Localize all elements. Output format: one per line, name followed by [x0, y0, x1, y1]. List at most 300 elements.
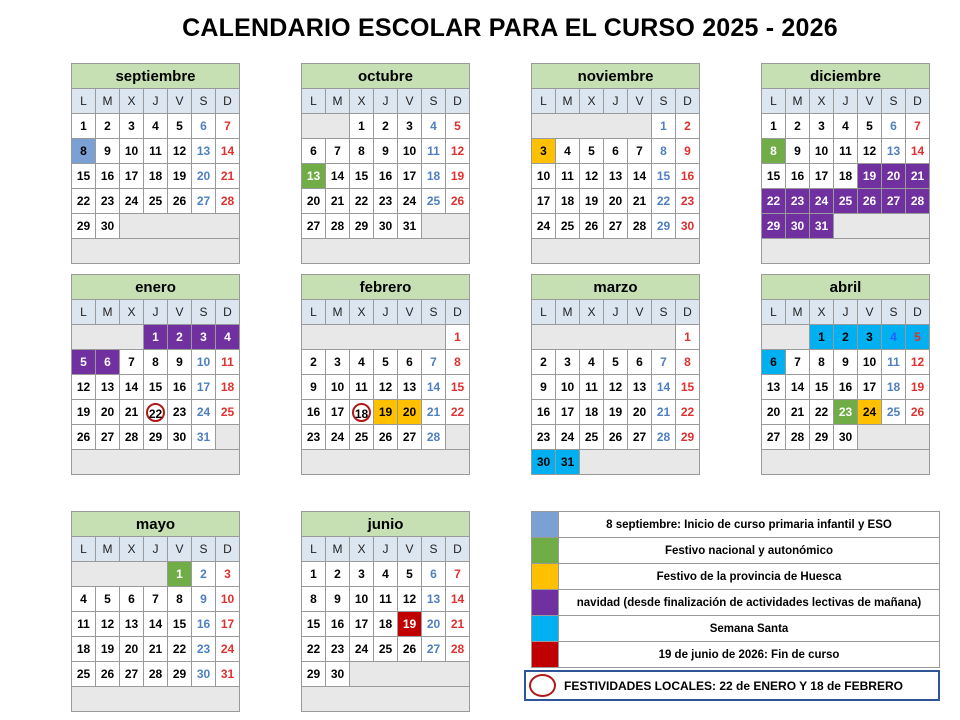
legend-swatch [532, 590, 559, 616]
day-cell: 18 [556, 189, 580, 214]
day-cell: 14 [786, 375, 810, 400]
day-cell: 22 [652, 189, 676, 214]
day-cell: 30 [96, 214, 120, 239]
day-cell: 31 [556, 450, 580, 475]
day-cell: 18 [144, 164, 168, 189]
day-cell: 18 [580, 400, 604, 425]
day-cell: 25 [144, 189, 168, 214]
day-cell: 22 [446, 400, 470, 425]
day-cell: 30 [532, 450, 556, 475]
legend-text: Festivo de la provincia de Huesca [559, 564, 940, 590]
day-cell: 26 [604, 425, 628, 450]
weekday-header: D [906, 300, 930, 325]
day-cell: 30 [374, 214, 398, 239]
day-cell: 9 [834, 350, 858, 375]
day-cell: 15 [72, 164, 96, 189]
day-cell: 1 [762, 114, 786, 139]
day-cell: 22 [350, 189, 374, 214]
day-cell: 5 [580, 139, 604, 164]
day-cell: 23 [326, 637, 350, 662]
day-cell: 1 [302, 562, 326, 587]
day-cell: 2 [676, 114, 700, 139]
day-cell: 28 [906, 189, 930, 214]
legend-swatch [532, 512, 559, 538]
weekday-header: M [326, 89, 350, 114]
day-cell: 25 [216, 400, 240, 425]
day-cell: 17 [120, 164, 144, 189]
day-cell: 20 [882, 164, 906, 189]
weekday-header: J [374, 89, 398, 114]
day-cell: 13 [762, 375, 786, 400]
legend-text: Festivo nacional y autonómico [559, 538, 940, 564]
day-cell: 19 [168, 164, 192, 189]
day-cell: 25 [580, 425, 604, 450]
legend-text: Semana Santa [559, 616, 940, 642]
empty-cell [302, 325, 446, 350]
local-holidays-text: FESTIVIDADES LOCALES: 22 de ENERO Y 18 de FEBRERO [564, 679, 903, 693]
weekday-header: V [858, 89, 882, 114]
weekday-header: V [628, 300, 652, 325]
local-holidays-box [524, 670, 940, 701]
day-cell: 4 [580, 350, 604, 375]
day-cell: 8 [762, 139, 786, 164]
weekday-header: L [762, 89, 786, 114]
empty-cell [762, 325, 810, 350]
day-cell: 12 [446, 139, 470, 164]
empty-cell [762, 239, 930, 264]
day-cell: 1 [144, 325, 168, 350]
day-cell: 15 [144, 375, 168, 400]
weekday-header: L [302, 537, 326, 562]
day-cell: 10 [858, 350, 882, 375]
empty-cell [302, 687, 470, 712]
day-cell: 11 [72, 612, 96, 637]
weekday-header: D [446, 300, 470, 325]
day-cell: 14 [326, 164, 350, 189]
weekday-header: V [398, 89, 422, 114]
weekday-header: J [374, 300, 398, 325]
day-cell: 1 [810, 325, 834, 350]
empty-cell [858, 425, 930, 450]
day-cell: 16 [374, 164, 398, 189]
day-cell: 19 [72, 400, 96, 425]
empty-cell [762, 450, 930, 475]
weekday-header: S [882, 89, 906, 114]
day-cell: 7 [144, 587, 168, 612]
day-cell: 19 [446, 164, 470, 189]
day-cell: 3 [532, 139, 556, 164]
weekday-header: L [532, 89, 556, 114]
day-cell: 29 [144, 425, 168, 450]
day-cell: 28 [326, 214, 350, 239]
day-cell: 11 [374, 587, 398, 612]
day-cell: 2 [192, 562, 216, 587]
weekday-header: D [676, 89, 700, 114]
day-cell: 24 [556, 425, 580, 450]
weekday-header: L [302, 89, 326, 114]
weekday-header: M [326, 300, 350, 325]
day-cell: 10 [556, 375, 580, 400]
day-cell: 15 [168, 612, 192, 637]
legend-row [532, 642, 940, 668]
day-cell: 12 [398, 587, 422, 612]
day-cell: 7 [652, 350, 676, 375]
weekday-header: J [374, 537, 398, 562]
day-cell: 4 [834, 114, 858, 139]
day-cell: 3 [556, 350, 580, 375]
day-cell: 2 [532, 350, 556, 375]
day-cell: 5 [96, 587, 120, 612]
day-cell: 18 [72, 637, 96, 662]
day-cell: 17 [192, 375, 216, 400]
weekday-header: M [96, 89, 120, 114]
local-holiday-marker: 18 [352, 403, 371, 422]
legend-text: navidad (desde finalización de actividades lectivas de mañana) [559, 590, 940, 616]
day-cell: 12 [168, 139, 192, 164]
day-cell: 17 [398, 164, 422, 189]
day-cell: 8 [350, 139, 374, 164]
day-cell: 25 [556, 214, 580, 239]
month-enero [71, 274, 240, 475]
day-cell: 14 [120, 375, 144, 400]
month-febrero [301, 274, 470, 475]
legend-text: 8 septiembre: Inicio de curso primaria infantil y ESO [559, 512, 940, 538]
day-cell: 20 [604, 189, 628, 214]
day-cell: 14 [144, 612, 168, 637]
day-cell: 9 [374, 139, 398, 164]
day-cell: 6 [628, 350, 652, 375]
day-cell: 11 [216, 350, 240, 375]
day-cell: 22 [676, 400, 700, 425]
month-mayo [71, 511, 240, 712]
day-cell: 29 [676, 425, 700, 450]
day-cell: 16 [168, 375, 192, 400]
weekday-header: M [326, 537, 350, 562]
day-cell: 8 [446, 350, 470, 375]
weekday-header: M [96, 300, 120, 325]
month-name: mayo [72, 512, 240, 537]
day-cell: 28 [446, 637, 470, 662]
empty-cell [422, 214, 470, 239]
day-cell: 15 [676, 375, 700, 400]
day-cell: 30 [786, 214, 810, 239]
day-cell: 7 [216, 114, 240, 139]
day-cell: 18 [834, 164, 858, 189]
day-cell: 3 [350, 562, 374, 587]
day-cell: 23 [786, 189, 810, 214]
day-cell: 29 [72, 214, 96, 239]
empty-cell [72, 687, 240, 712]
weekday-header: L [72, 300, 96, 325]
empty-cell [72, 562, 168, 587]
weekday-header: S [422, 89, 446, 114]
day-cell: 24 [192, 400, 216, 425]
weekday-header: X [580, 300, 604, 325]
weekday-header: V [858, 300, 882, 325]
weekday-header: D [216, 300, 240, 325]
day-cell: 24 [858, 400, 882, 425]
weekday-header: X [350, 89, 374, 114]
month-name: junio [302, 512, 470, 537]
day-cell: 31 [192, 425, 216, 450]
day-cell: 17 [858, 375, 882, 400]
day-cell: 3 [398, 114, 422, 139]
day-cell: 18 [374, 612, 398, 637]
day-cell: 6 [422, 562, 446, 587]
weekday-header: M [96, 537, 120, 562]
day-cell: 23 [192, 637, 216, 662]
day-cell: 23 [168, 400, 192, 425]
day-cell: 18 [882, 375, 906, 400]
empty-cell [302, 114, 350, 139]
weekday-header: D [446, 537, 470, 562]
month-name: septiembre [72, 64, 240, 89]
month-diciembre [761, 63, 930, 264]
day-cell: 20 [398, 400, 422, 425]
day-cell: 11 [556, 164, 580, 189]
day-cell: 28 [786, 425, 810, 450]
page-title: CALENDARIO ESCOLAR PARA EL CURSO 2025 - 2026 [182, 14, 838, 42]
month-noviembre [531, 63, 700, 264]
day-cell: 29 [302, 662, 326, 687]
legend-text: 19 de junio de 2026: Fin de curso [559, 642, 940, 668]
day-cell: 15 [302, 612, 326, 637]
month-junio [301, 511, 470, 712]
local-holiday-circle-icon [529, 674, 556, 697]
day-cell: 12 [604, 375, 628, 400]
month-name: octubre [302, 64, 470, 89]
day-cell: 14 [422, 375, 446, 400]
day-cell: 1 [676, 325, 700, 350]
day-cell: 24 [398, 189, 422, 214]
weekday-header: X [350, 300, 374, 325]
day-cell: 10 [216, 587, 240, 612]
day-cell: 30 [168, 425, 192, 450]
day-cell: 6 [192, 114, 216, 139]
day-cell: 6 [604, 139, 628, 164]
weekday-header: D [216, 89, 240, 114]
day-cell: 8 [168, 587, 192, 612]
weekday-header: S [652, 300, 676, 325]
day-cell: 2 [96, 114, 120, 139]
day-cell: 27 [120, 662, 144, 687]
weekday-header: X [120, 300, 144, 325]
day-cell: 28 [144, 662, 168, 687]
day-cell: 26 [580, 214, 604, 239]
day-cell: 26 [168, 189, 192, 214]
day-cell: 1 [168, 562, 192, 587]
day-cell: 28 [216, 189, 240, 214]
month-name: febrero [302, 275, 470, 300]
day-cell: 21 [422, 400, 446, 425]
weekday-header: V [168, 537, 192, 562]
day-cell: 4 [556, 139, 580, 164]
day-cell: 27 [192, 189, 216, 214]
day-cell: 27 [628, 425, 652, 450]
day-cell: 6 [302, 139, 326, 164]
day-cell: 23 [302, 425, 326, 450]
day-cell: 29 [762, 214, 786, 239]
weekday-header: L [72, 537, 96, 562]
weekday-header: S [192, 537, 216, 562]
day-cell: 29 [810, 425, 834, 450]
day-cell: 2 [834, 325, 858, 350]
day-cell: 27 [604, 214, 628, 239]
day-cell: 27 [302, 214, 326, 239]
month-octubre [301, 63, 470, 264]
empty-cell [532, 325, 676, 350]
weekday-header: L [532, 300, 556, 325]
day-cell: 26 [446, 189, 470, 214]
day-cell: 26 [72, 425, 96, 450]
day-cell: 21 [786, 400, 810, 425]
weekday-header: S [652, 89, 676, 114]
day-cell: 30 [192, 662, 216, 687]
day-cell: 5 [398, 562, 422, 587]
day-cell: 4 [216, 325, 240, 350]
day-cell: 12 [374, 375, 398, 400]
empty-cell [446, 425, 470, 450]
day-cell: 24 [326, 425, 350, 450]
day-cell: 14 [652, 375, 676, 400]
day-cell: 31 [398, 214, 422, 239]
legend-row [532, 590, 940, 616]
day-cell: 28 [652, 425, 676, 450]
day-cell: 3 [192, 325, 216, 350]
local-holiday-marker: 22 [146, 403, 165, 422]
day-cell: 17 [556, 400, 580, 425]
day-cell: 3 [810, 114, 834, 139]
day-cell: 24 [532, 214, 556, 239]
day-cell: 10 [120, 139, 144, 164]
weekday-header: X [810, 89, 834, 114]
day-cell: 4 [422, 114, 446, 139]
day-cell: 13 [302, 164, 326, 189]
day-cell: 16 [676, 164, 700, 189]
day-cell: 19 [580, 189, 604, 214]
day-cell: 1 [72, 114, 96, 139]
day-cell: 20 [192, 164, 216, 189]
day-cell: 5 [446, 114, 470, 139]
day-cell: 19 [96, 637, 120, 662]
day-cell: 12 [580, 164, 604, 189]
day-cell: 7 [120, 350, 144, 375]
day-cell: 16 [326, 612, 350, 637]
empty-cell [72, 325, 144, 350]
day-cell: 4 [350, 350, 374, 375]
day-cell: 19 [906, 375, 930, 400]
day-cell: 13 [398, 375, 422, 400]
day-cell: 10 [532, 164, 556, 189]
day-cell: 9 [302, 375, 326, 400]
day-cell: 20 [422, 612, 446, 637]
day-cell: 1 [446, 325, 470, 350]
day-cell: 12 [72, 375, 96, 400]
day-cell: 7 [786, 350, 810, 375]
day-cell: 27 [882, 189, 906, 214]
day-cell: 17 [326, 400, 350, 425]
day-cell: 17 [216, 612, 240, 637]
day-cell: 7 [326, 139, 350, 164]
day-cell: 13 [192, 139, 216, 164]
day-cell: 25 [72, 662, 96, 687]
day-cell: 11 [834, 139, 858, 164]
day-cell: 4 [882, 325, 906, 350]
day-cell: 4 [144, 114, 168, 139]
day-cell: 22 [168, 637, 192, 662]
month-name: marzo [532, 275, 700, 300]
day-cell: 6 [762, 350, 786, 375]
weekday-header: V [628, 89, 652, 114]
empty-cell [120, 214, 240, 239]
day-cell: 21 [326, 189, 350, 214]
day-cell: 6 [882, 114, 906, 139]
day-cell: 9 [786, 139, 810, 164]
day-cell: 2 [326, 562, 350, 587]
day-cell: 26 [858, 189, 882, 214]
day-cell: 9 [168, 350, 192, 375]
day-cell: 27 [96, 425, 120, 450]
day-cell: 10 [810, 139, 834, 164]
day-cell: 3 [120, 114, 144, 139]
day-cell: 10 [350, 587, 374, 612]
day-cell: 16 [96, 164, 120, 189]
weekday-header: X [810, 300, 834, 325]
day-cell: 22 [762, 189, 786, 214]
empty-cell [72, 239, 240, 264]
weekday-header: D [676, 300, 700, 325]
day-cell: 12 [96, 612, 120, 637]
day-cell: 8 [652, 139, 676, 164]
day-cell: 9 [676, 139, 700, 164]
day-cell: 1 [652, 114, 676, 139]
empty-cell [580, 450, 700, 475]
day-cell: 21 [628, 189, 652, 214]
day-cell [144, 400, 168, 425]
day-cell: 10 [398, 139, 422, 164]
day-cell: 16 [786, 164, 810, 189]
day-cell: 8 [810, 350, 834, 375]
weekday-header: S [192, 89, 216, 114]
day-cell: 26 [398, 637, 422, 662]
weekday-header: S [422, 537, 446, 562]
weekday-header: L [302, 300, 326, 325]
month-name: noviembre [532, 64, 700, 89]
weekday-header: X [350, 537, 374, 562]
day-cell: 18 [422, 164, 446, 189]
weekday-header: J [834, 89, 858, 114]
day-cell: 9 [532, 375, 556, 400]
day-cell: 30 [326, 662, 350, 687]
day-cell: 13 [422, 587, 446, 612]
weekday-header: J [604, 300, 628, 325]
day-cell: 27 [762, 425, 786, 450]
day-cell: 19 [858, 164, 882, 189]
day-cell: 27 [422, 637, 446, 662]
weekday-header: M [556, 89, 580, 114]
weekday-header: J [144, 300, 168, 325]
weekday-header: L [72, 89, 96, 114]
day-cell: 25 [374, 637, 398, 662]
day-cell: 10 [326, 375, 350, 400]
day-cell: 4 [72, 587, 96, 612]
day-cell: 29 [350, 214, 374, 239]
day-cell: 22 [72, 189, 96, 214]
day-cell: 15 [810, 375, 834, 400]
day-cell: 16 [192, 612, 216, 637]
day-cell: 23 [834, 400, 858, 425]
day-cell: 25 [882, 400, 906, 425]
